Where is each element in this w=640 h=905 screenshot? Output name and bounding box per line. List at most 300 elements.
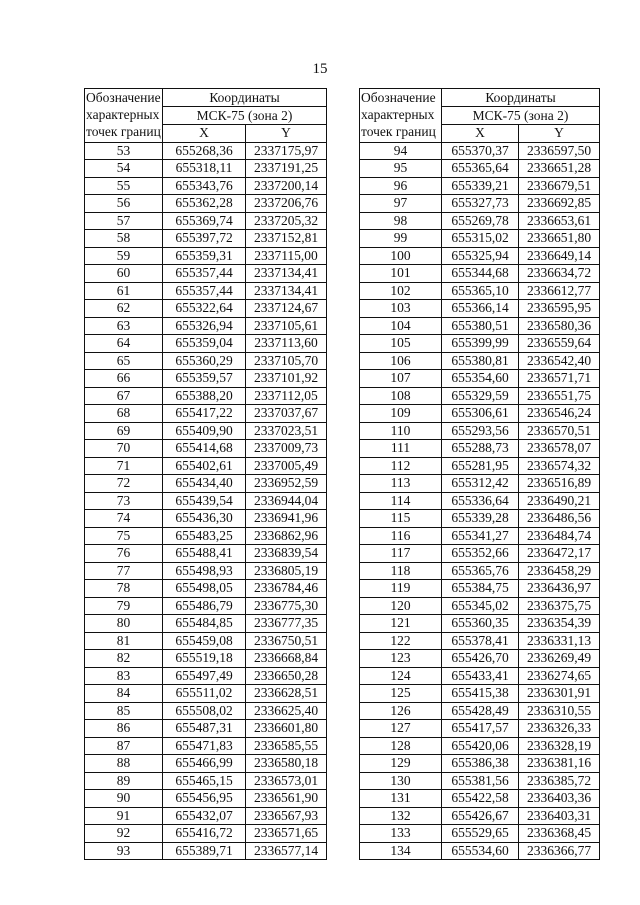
y-coordinate-cell: 2336653,61 <box>519 212 600 230</box>
point-number-cell: 118 <box>360 562 442 580</box>
x-coordinate-cell: 655360,35 <box>442 615 519 633</box>
table-row <box>360 265 600 283</box>
table-row <box>360 370 600 388</box>
x-coordinate-cell: 655344,68 <box>442 265 519 283</box>
y-coordinate-cell: 2336381,16 <box>519 755 600 773</box>
x-coordinate-cell: 655417,22 <box>163 405 246 423</box>
table-row <box>360 352 600 370</box>
table-row <box>360 195 600 213</box>
x-coordinate-cell: 655268,36 <box>163 142 246 160</box>
designation-header-line2: характерных <box>86 107 160 122</box>
table-row <box>85 580 327 598</box>
point-number-cell: 131 <box>360 790 442 808</box>
table-row <box>85 720 327 738</box>
x-coordinate-cell: 655325,94 <box>442 247 519 265</box>
table-row <box>85 440 327 458</box>
y-coordinate-cell: 2336651,80 <box>519 230 600 248</box>
point-number-cell: 133 <box>360 825 442 843</box>
y-column-header: Y <box>519 125 600 143</box>
x-coordinate-cell: 655365,64 <box>442 160 519 178</box>
x-coordinate-cell: 655388,20 <box>163 387 246 405</box>
x-coordinate-cell: 655436,30 <box>163 510 246 528</box>
x-coordinate-cell: 655380,51 <box>442 317 519 335</box>
point-number-cell: 122 <box>360 632 442 650</box>
point-number-cell: 67 <box>85 387 163 405</box>
point-number-cell: 69 <box>85 422 163 440</box>
x-coordinate-cell: 655339,28 <box>442 510 519 528</box>
table-row <box>85 405 327 423</box>
table-row <box>360 650 600 668</box>
y-coordinate-cell: 2336403,36 <box>519 790 600 808</box>
table-row <box>360 562 600 580</box>
x-coordinate-cell: 655409,90 <box>163 422 246 440</box>
y-coordinate-cell: 2336784,46 <box>246 580 327 598</box>
y-coordinate-cell: 2336862,96 <box>246 527 327 545</box>
table-row <box>360 755 600 773</box>
table-row <box>85 492 327 510</box>
point-number-cell: 75 <box>85 527 163 545</box>
designation-header-line1: Обозначение <box>361 90 436 105</box>
table-row <box>85 335 327 353</box>
x-coordinate-cell: 655318,11 <box>163 160 246 178</box>
x-coordinate-cell: 655497,49 <box>163 667 246 685</box>
y-coordinate-cell: 2336301,91 <box>519 685 600 703</box>
x-coordinate-cell: 655359,57 <box>163 370 246 388</box>
x-coordinate-cell: 655315,02 <box>442 230 519 248</box>
x-coordinate-cell: 655312,42 <box>442 475 519 493</box>
point-number-cell: 88 <box>85 755 163 773</box>
y-coordinate-cell: 2336542,40 <box>519 352 600 370</box>
y-coordinate-cell: 2336375,75 <box>519 597 600 615</box>
point-number-cell: 117 <box>360 545 442 563</box>
table-row <box>360 632 600 650</box>
y-coordinate-cell: 2336571,71 <box>519 370 600 388</box>
point-number-cell: 97 <box>360 195 442 213</box>
y-coordinate-cell: 2336692,85 <box>519 195 600 213</box>
point-number-cell: 78 <box>85 580 163 598</box>
table-row <box>360 317 600 335</box>
table-row <box>85 702 327 720</box>
point-number-cell: 127 <box>360 720 442 738</box>
point-number-cell: 55 <box>85 177 163 195</box>
x-coordinate-cell: 655362,28 <box>163 195 246 213</box>
y-coordinate-cell: 2336580,36 <box>519 317 600 335</box>
x-coordinate-cell: 655402,61 <box>163 457 246 475</box>
x-coordinate-cell: 655329,59 <box>442 387 519 405</box>
y-coordinate-cell: 2336775,30 <box>246 597 327 615</box>
x-coordinate-cell: 655386,38 <box>442 755 519 773</box>
point-number-cell: 103 <box>360 300 442 318</box>
x-coordinate-cell: 655269,78 <box>442 212 519 230</box>
table-row <box>85 527 327 545</box>
point-number-cell: 107 <box>360 370 442 388</box>
y-coordinate-cell: 2336577,14 <box>246 842 327 860</box>
designation-header <box>85 89 163 143</box>
designation-header-line1: Обозначение <box>86 90 161 105</box>
point-number-cell: 108 <box>360 387 442 405</box>
table-row <box>360 615 600 633</box>
x-coordinate-cell: 655428,49 <box>442 702 519 720</box>
x-coordinate-cell: 655384,75 <box>442 580 519 598</box>
y-coordinate-cell: 2336597,50 <box>519 142 600 160</box>
point-number-cell: 104 <box>360 317 442 335</box>
y-coordinate-cell: 2336567,93 <box>246 807 327 825</box>
y-coordinate-cell: 2337191,25 <box>246 160 327 178</box>
y-coordinate-cell: 2336580,18 <box>246 755 327 773</box>
table-row <box>360 842 600 860</box>
table-row <box>360 580 600 598</box>
y-coordinate-cell: 2336679,51 <box>519 177 600 195</box>
point-number-cell: 99 <box>360 230 442 248</box>
y-coordinate-cell: 2336574,32 <box>519 457 600 475</box>
table-row <box>85 667 327 685</box>
point-number-cell: 53 <box>85 142 163 160</box>
x-coordinate-cell: 655327,73 <box>442 195 519 213</box>
x-coordinate-cell: 655534,60 <box>442 842 519 860</box>
table-row <box>360 230 600 248</box>
x-coordinate-cell: 655511,02 <box>163 685 246 703</box>
x-coordinate-cell: 655357,44 <box>163 282 246 300</box>
point-number-cell: 124 <box>360 667 442 685</box>
y-coordinate-cell: 2337115,00 <box>246 247 327 265</box>
y-coordinate-cell: 2337037,67 <box>246 405 327 423</box>
y-coordinate-cell: 2337112,05 <box>246 387 327 405</box>
x-coordinate-cell: 655389,71 <box>163 842 246 860</box>
table-row <box>85 160 327 178</box>
y-coordinate-cell: 2337134,41 <box>246 282 327 300</box>
point-number-cell: 66 <box>85 370 163 388</box>
x-coordinate-cell: 655414,68 <box>163 440 246 458</box>
point-number-cell: 72 <box>85 475 163 493</box>
table-row <box>85 142 327 160</box>
y-coordinate-cell: 2337009,73 <box>246 440 327 458</box>
table-row <box>360 667 600 685</box>
table-row <box>360 160 600 178</box>
table-row <box>360 790 600 808</box>
y-coordinate-cell: 2336628,51 <box>246 685 327 703</box>
table-row <box>85 230 327 248</box>
y-coordinate-cell: 2336625,40 <box>246 702 327 720</box>
x-coordinate-cell: 655508,02 <box>163 702 246 720</box>
table-header-row <box>85 89 327 107</box>
point-number-cell: 113 <box>360 475 442 493</box>
table-row <box>85 737 327 755</box>
y-coordinate-cell: 2336484,74 <box>519 527 600 545</box>
x-coordinate-cell: 655420,06 <box>442 737 519 755</box>
table-body-right <box>360 142 600 860</box>
point-number-cell: 70 <box>85 440 163 458</box>
point-number-cell: 59 <box>85 247 163 265</box>
y-coordinate-cell: 2336952,59 <box>246 475 327 493</box>
x-coordinate-cell: 655281,95 <box>442 457 519 475</box>
y-coordinate-cell: 2336561,90 <box>246 790 327 808</box>
designation-header-line2: характерных <box>361 107 435 122</box>
x-coordinate-cell: 655466,99 <box>163 755 246 773</box>
point-number-cell: 63 <box>85 317 163 335</box>
point-number-cell: 74 <box>85 510 163 528</box>
x-coordinate-cell: 655380,81 <box>442 352 519 370</box>
x-coordinate-cell: 655365,10 <box>442 282 519 300</box>
x-coordinate-cell: 655359,04 <box>163 335 246 353</box>
point-number-cell: 87 <box>85 737 163 755</box>
y-coordinate-cell: 2336649,14 <box>519 247 600 265</box>
point-number-cell: 68 <box>85 405 163 423</box>
table-row <box>85 510 327 528</box>
coordinates-table-left <box>84 88 327 860</box>
point-number-cell: 126 <box>360 702 442 720</box>
x-coordinate-cell: 655487,31 <box>163 720 246 738</box>
x-coordinate-cell: 655341,27 <box>442 527 519 545</box>
x-coordinate-cell: 655359,31 <box>163 247 246 265</box>
x-coordinate-cell: 655498,93 <box>163 562 246 580</box>
table-row <box>85 387 327 405</box>
x-coordinate-cell: 655486,79 <box>163 597 246 615</box>
point-number-cell: 102 <box>360 282 442 300</box>
table-row <box>85 755 327 773</box>
x-coordinate-cell: 655434,40 <box>163 475 246 493</box>
x-coordinate-cell: 655378,41 <box>442 632 519 650</box>
table-row <box>360 597 600 615</box>
x-coordinate-cell: 655422,58 <box>442 790 519 808</box>
x-coordinate-cell: 655293,56 <box>442 422 519 440</box>
table-row <box>360 457 600 475</box>
table-row <box>85 825 327 843</box>
x-coordinate-cell: 655397,72 <box>163 230 246 248</box>
point-number-cell: 134 <box>360 842 442 860</box>
point-number-cell: 73 <box>85 492 163 510</box>
table-row <box>85 212 327 230</box>
coordinates-table-right <box>359 88 600 860</box>
table-row <box>85 282 327 300</box>
point-number-cell: 119 <box>360 580 442 598</box>
point-number-cell: 125 <box>360 685 442 703</box>
table-row <box>85 842 327 860</box>
point-number-cell: 64 <box>85 335 163 353</box>
y-coordinate-cell: 2336634,72 <box>519 265 600 283</box>
point-number-cell: 65 <box>85 352 163 370</box>
y-coordinate-cell: 2337105,70 <box>246 352 327 370</box>
y-coordinate-cell: 2336458,29 <box>519 562 600 580</box>
y-coordinate-cell: 2336573,01 <box>246 772 327 790</box>
y-coordinate-cell: 2336269,49 <box>519 650 600 668</box>
y-coordinate-cell: 2336368,45 <box>519 825 600 843</box>
x-coordinate-cell: 655459,08 <box>163 632 246 650</box>
point-number-cell: 120 <box>360 597 442 615</box>
x-column-header: X <box>442 125 519 143</box>
coordinates-header-title: Координаты <box>442 89 600 107</box>
table-row <box>360 545 600 563</box>
y-coordinate-cell: 2336328,19 <box>519 737 600 755</box>
point-number-cell: 92 <box>85 825 163 843</box>
table-row <box>360 247 600 265</box>
point-number-cell: 56 <box>85 195 163 213</box>
point-number-cell: 77 <box>85 562 163 580</box>
y-coordinate-cell: 2337023,51 <box>246 422 327 440</box>
coordinates-header-title: Координаты <box>163 89 327 107</box>
table-row <box>85 597 327 615</box>
table-row <box>360 492 600 510</box>
point-number-cell: 79 <box>85 597 163 615</box>
table-row <box>360 440 600 458</box>
point-number-cell: 94 <box>360 142 442 160</box>
point-number-cell: 57 <box>85 212 163 230</box>
y-coordinate-cell: 2336585,55 <box>246 737 327 755</box>
y-coordinate-cell: 2336490,21 <box>519 492 600 510</box>
x-coordinate-cell: 655439,54 <box>163 492 246 510</box>
x-coordinate-cell: 655345,02 <box>442 597 519 615</box>
point-number-cell: 80 <box>85 615 163 633</box>
y-coordinate-cell: 2337152,81 <box>246 230 327 248</box>
y-coordinate-cell: 2336668,84 <box>246 650 327 668</box>
x-coordinate-cell: 655288,73 <box>442 440 519 458</box>
table-row <box>85 352 327 370</box>
point-number-cell: 109 <box>360 405 442 423</box>
y-coordinate-cell: 2337200,14 <box>246 177 327 195</box>
table-body-left <box>85 142 327 860</box>
table-row <box>360 720 600 738</box>
point-number-cell: 121 <box>360 615 442 633</box>
x-coordinate-cell: 655484,85 <box>163 615 246 633</box>
point-number-cell: 83 <box>85 667 163 685</box>
x-coordinate-cell: 655343,76 <box>163 177 246 195</box>
y-coordinate-cell: 2337134,41 <box>246 265 327 283</box>
table-row <box>360 212 600 230</box>
table-row <box>360 282 600 300</box>
table-header-row <box>360 89 600 107</box>
x-coordinate-cell: 655322,64 <box>163 300 246 318</box>
point-number-cell: 112 <box>360 457 442 475</box>
x-coordinate-cell: 655339,21 <box>442 177 519 195</box>
point-number-cell: 84 <box>85 685 163 703</box>
y-coordinate-cell: 2336436,97 <box>519 580 600 598</box>
x-column-header: X <box>163 125 246 143</box>
y-coordinate-cell: 2336941,96 <box>246 510 327 528</box>
coordinate-system-header: МСК-75 (зона 2) <box>442 107 600 125</box>
y-coordinate-cell: 2336331,13 <box>519 632 600 650</box>
table-row <box>360 737 600 755</box>
point-number-cell: 93 <box>85 842 163 860</box>
table-row <box>360 177 600 195</box>
point-number-cell: 115 <box>360 510 442 528</box>
x-coordinate-cell: 655370,37 <box>442 142 519 160</box>
table-row <box>85 195 327 213</box>
x-coordinate-cell: 655465,15 <box>163 772 246 790</box>
y-coordinate-cell: 2336546,24 <box>519 405 600 423</box>
x-coordinate-cell: 655352,66 <box>442 545 519 563</box>
y-coordinate-cell: 2336403,31 <box>519 807 600 825</box>
point-number-cell: 116 <box>360 527 442 545</box>
table-row <box>85 685 327 703</box>
point-number-cell: 129 <box>360 755 442 773</box>
x-coordinate-cell: 655416,72 <box>163 825 246 843</box>
y-coordinate-cell: 2336805,19 <box>246 562 327 580</box>
point-number-cell: 81 <box>85 632 163 650</box>
point-number-cell: 100 <box>360 247 442 265</box>
point-number-cell: 58 <box>85 230 163 248</box>
table-row <box>360 387 600 405</box>
table-row <box>85 545 327 563</box>
y-coordinate-cell: 2336777,35 <box>246 615 327 633</box>
table-row <box>85 475 327 493</box>
x-coordinate-cell: 655366,14 <box>442 300 519 318</box>
table-row <box>85 422 327 440</box>
table-row <box>360 685 600 703</box>
y-coordinate-cell: 2336601,80 <box>246 720 327 738</box>
table-row <box>85 457 327 475</box>
x-coordinate-cell: 655360,29 <box>163 352 246 370</box>
table-row <box>360 825 600 843</box>
x-coordinate-cell: 655326,94 <box>163 317 246 335</box>
table-row <box>85 247 327 265</box>
designation-header-line3: точек границ <box>86 124 161 139</box>
point-number-cell: 114 <box>360 492 442 510</box>
point-number-cell: 95 <box>360 160 442 178</box>
y-coordinate-cell: 2337175,97 <box>246 142 327 160</box>
x-coordinate-cell: 655369,74 <box>163 212 246 230</box>
point-number-cell: 111 <box>360 440 442 458</box>
point-number-cell: 90 <box>85 790 163 808</box>
table-row <box>85 790 327 808</box>
y-coordinate-cell: 2336551,75 <box>519 387 600 405</box>
y-coordinate-cell: 2336559,64 <box>519 335 600 353</box>
y-coordinate-cell: 2337124,67 <box>246 300 327 318</box>
x-coordinate-cell: 655354,60 <box>442 370 519 388</box>
point-number-cell: 86 <box>85 720 163 738</box>
point-number-cell: 128 <box>360 737 442 755</box>
x-coordinate-cell: 655357,44 <box>163 265 246 283</box>
coordinate-system-header: МСК-75 (зона 2) <box>163 107 327 125</box>
point-number-cell: 91 <box>85 807 163 825</box>
x-coordinate-cell: 655498,05 <box>163 580 246 598</box>
table-row <box>360 510 600 528</box>
table-row <box>360 702 600 720</box>
point-number-cell: 96 <box>360 177 442 195</box>
designation-header <box>360 89 442 143</box>
y-coordinate-cell: 2336385,72 <box>519 772 600 790</box>
table-row <box>85 265 327 283</box>
y-coordinate-cell: 2337206,76 <box>246 195 327 213</box>
table-row <box>360 422 600 440</box>
point-number-cell: 105 <box>360 335 442 353</box>
table-row <box>85 177 327 195</box>
table-row <box>360 807 600 825</box>
point-number-cell: 62 <box>85 300 163 318</box>
x-coordinate-cell: 655415,38 <box>442 685 519 703</box>
y-column-header: Y <box>246 125 327 143</box>
x-coordinate-cell: 655488,41 <box>163 545 246 563</box>
y-coordinate-cell: 2336571,65 <box>246 825 327 843</box>
point-number-cell: 71 <box>85 457 163 475</box>
table-row <box>360 300 600 318</box>
table-row <box>360 405 600 423</box>
y-coordinate-cell: 2336326,33 <box>519 720 600 738</box>
x-coordinate-cell: 655529,65 <box>442 825 519 843</box>
y-coordinate-cell: 2336595,95 <box>519 300 600 318</box>
y-coordinate-cell: 2337105,61 <box>246 317 327 335</box>
y-coordinate-cell: 2337101,92 <box>246 370 327 388</box>
x-coordinate-cell: 655471,83 <box>163 737 246 755</box>
point-number-cell: 61 <box>85 282 163 300</box>
y-coordinate-cell: 2336650,28 <box>246 667 327 685</box>
x-coordinate-cell: 655483,25 <box>163 527 246 545</box>
point-number-cell: 110 <box>360 422 442 440</box>
x-coordinate-cell: 655336,64 <box>442 492 519 510</box>
table-row <box>360 527 600 545</box>
point-number-cell: 54 <box>85 160 163 178</box>
point-number-cell: 85 <box>85 702 163 720</box>
y-coordinate-cell: 2336486,56 <box>519 510 600 528</box>
y-coordinate-cell: 2336578,07 <box>519 440 600 458</box>
